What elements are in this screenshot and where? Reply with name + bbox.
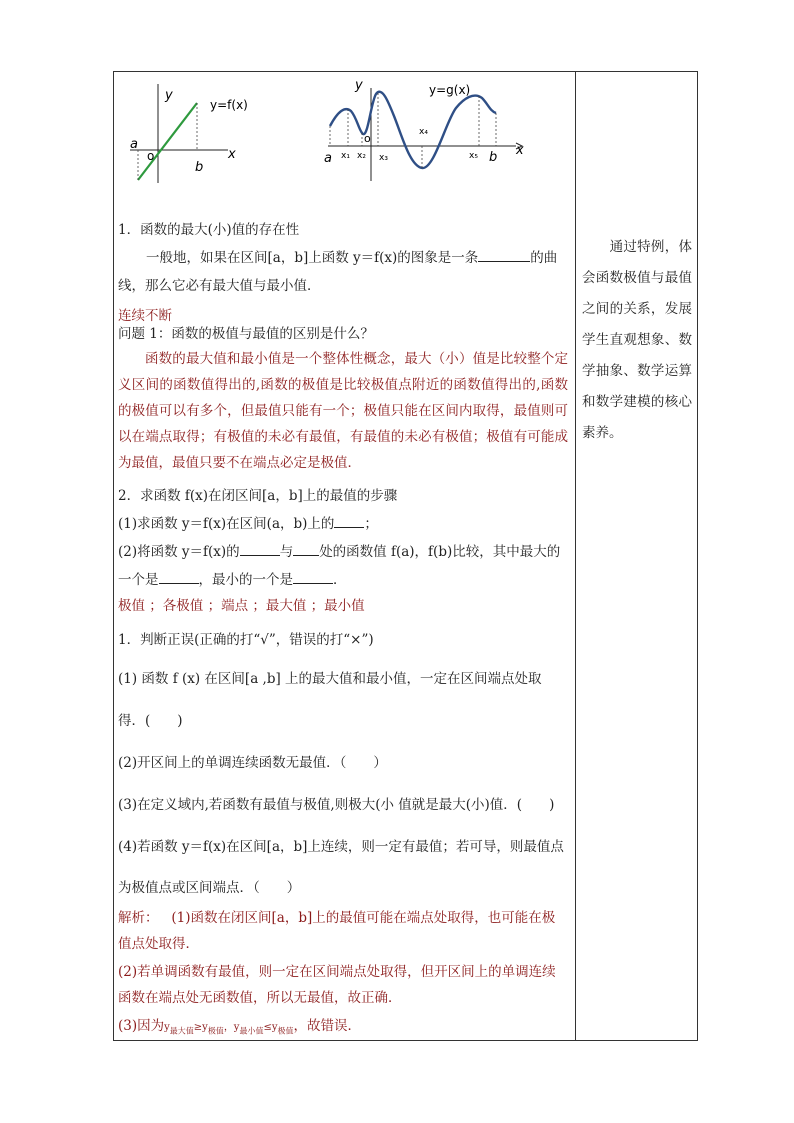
graph-g [318, 76, 533, 186]
graph-g-function-label: y=g(x) [429, 83, 471, 97]
graph-g-tick-x2: x₂ [357, 151, 366, 161]
graph-g-a-label: a [324, 151, 332, 166]
graph-g-o-label: o [364, 132, 371, 145]
section2-step2-text-e: ，最小的一个是 [198, 572, 293, 588]
section2-step2-text-d: 一个是 [118, 572, 159, 588]
solution-s1-line1: (1)函数在闭区间[a，b]上的最值可能在端点处取得，也可能在极 [171, 910, 556, 926]
graph-f-y-label: y [165, 88, 173, 103]
section1-blank [478, 248, 530, 262]
graph-f-b-label: b [195, 160, 204, 175]
section2-step2-blank2 [293, 542, 319, 556]
solution-s1-line2: 值点处取得． [118, 936, 199, 952]
section1-line1-text: 一般地，如果在区间[a，b]上函数 y＝f(x)的图象是一条 [146, 250, 479, 266]
section2-answers: 极值 ；各极值 ；端点 ；最大值 ；最小值 [118, 598, 365, 614]
section2-step1-end: ； [364, 516, 378, 532]
solution-s3-sub-max: 最大值 [169, 1026, 194, 1036]
section2-step2-text-b: 与 [279, 544, 294, 560]
section2-step2-text-a: (2)将函数 y＝f(x)的 [118, 544, 240, 560]
section1-heading: 1．函数的最大(小)值的存在性 [118, 222, 300, 238]
section2-step1-blank [334, 514, 364, 528]
section2-step2-text-f: ． [333, 572, 347, 588]
graph-g-tick-x1: x₁ [341, 151, 350, 161]
side-note: 通过特例，体会函数极值与最值之间的关系，发展学生直观想象、数学抽象、数学运算和数学建模的核心素养。 [582, 239, 692, 441]
section2-step1-text: (1)求函数 y＝f(x)在区间(a，b)上的 [118, 516, 335, 532]
section2-step2-blank1 [240, 542, 280, 556]
graph-g-tick-x3: x₃ [379, 153, 388, 163]
judge-item3: (3)在定义域内,若函数有最值与极值,则极大(小 值就是最大(小)值．( ) [118, 797, 555, 813]
judge-item4-line2: 为极值点或区间端点．（ ） [118, 880, 301, 896]
section2-step2-blank4 [293, 570, 333, 584]
solution-s3-pre: (3)因为 [118, 1018, 165, 1034]
graph-f-o-label: o [147, 149, 155, 163]
section1-line2: 线，那么它必有最大值与最小值． [118, 278, 321, 294]
solution-s2-line1: (2)若单调函数有最值，则一定在区间端点处取得，但开区间上的单调连续 [118, 964, 556, 980]
graph-g-y-label: y [355, 78, 363, 93]
solution-s3-rel1: ≥y [193, 1022, 208, 1033]
graph-f-x-label: x [228, 147, 236, 162]
graph-f-function-label: y=f(x) [210, 98, 248, 112]
solution-line1 [118, 906, 555, 926]
question1-title: 问题 1：函数的极值与最值的区别是什么？ [118, 326, 374, 342]
solution-s2-line2: 函数在端点处无函数值，所以无最值，故正确． [118, 990, 402, 1006]
solution-s3-sub-ext1: 极值 [207, 1026, 224, 1036]
judge-item1-line1: (1) 函数 f (x) 在区间[a ,b] 上的最大值和最小值，一定在区间端点处取 [118, 671, 542, 687]
solution-s3 [118, 1014, 361, 1037]
section2-heading: 2．求函数 f(x)在闭区间[a，b]上的最值的步骤 [118, 488, 398, 504]
solution-s3-y1: y [164, 1022, 170, 1033]
section1-answer: 连续不断 [118, 308, 172, 324]
judge-title: 1．判断正误(正确的打“√”，错误的打“×”) [118, 632, 374, 648]
question1-paragraph: 函数的最大值和最小值是一个整体性概念，最大（小）值是比较整个定义区间的函数值得出的,函数的极值是比较极值点附近的函数值得出的,函数的极值可以有多个，但最值只能有一个；极值只能在区间内取得，最值则可以在端点取得；有极值的未必有最值，有最值的未必有极值；极值有可能成为最值，最值只要不在端点必定是极值． [118, 351, 568, 471]
section2-step2-blank3 [159, 570, 199, 584]
graph-f-a-label: a [130, 137, 138, 152]
solution-s3-rel2: ≤y [263, 1022, 278, 1033]
judge-item1-line2: 得．( ) [118, 713, 183, 729]
solution-s3-sub-min: 最小值 [239, 1026, 264, 1036]
graph-g-tick-x4: x₄ [419, 127, 428, 137]
judge-item4-line1: (4)若函数 y＝f(x)在区间[a，b]上连续，则一定有最值；若可导，则最值点 [118, 839, 564, 855]
section2-step2-text-c: 处的函数值 f(a)，f(b)比较，其中最大的 [319, 544, 561, 560]
solution-s3-mid: ，y [223, 1022, 240, 1033]
section1-line1 [146, 246, 557, 266]
graph-f [118, 78, 268, 188]
solution-s3-post: ，故错误． [293, 1018, 361, 1034]
graph-g-b-label: b [489, 150, 498, 165]
section2-step2-cont [118, 568, 347, 588]
solution-s3-sub-ext2: 极值 [277, 1026, 294, 1036]
column-divider [575, 71, 576, 1041]
section1-line1-end: 的曲 [530, 250, 558, 266]
graph-g-tick-x5: x₅ [469, 151, 478, 161]
graph-f-line [138, 103, 197, 180]
section2-step1 [118, 512, 378, 532]
section2-step2 [118, 540, 560, 560]
judge-item2: (2)开区间上的单调连续函数无最值．（ ） [118, 755, 387, 771]
graph-g-x-label: x [516, 143, 524, 158]
solution-label: 解析： [118, 910, 159, 926]
